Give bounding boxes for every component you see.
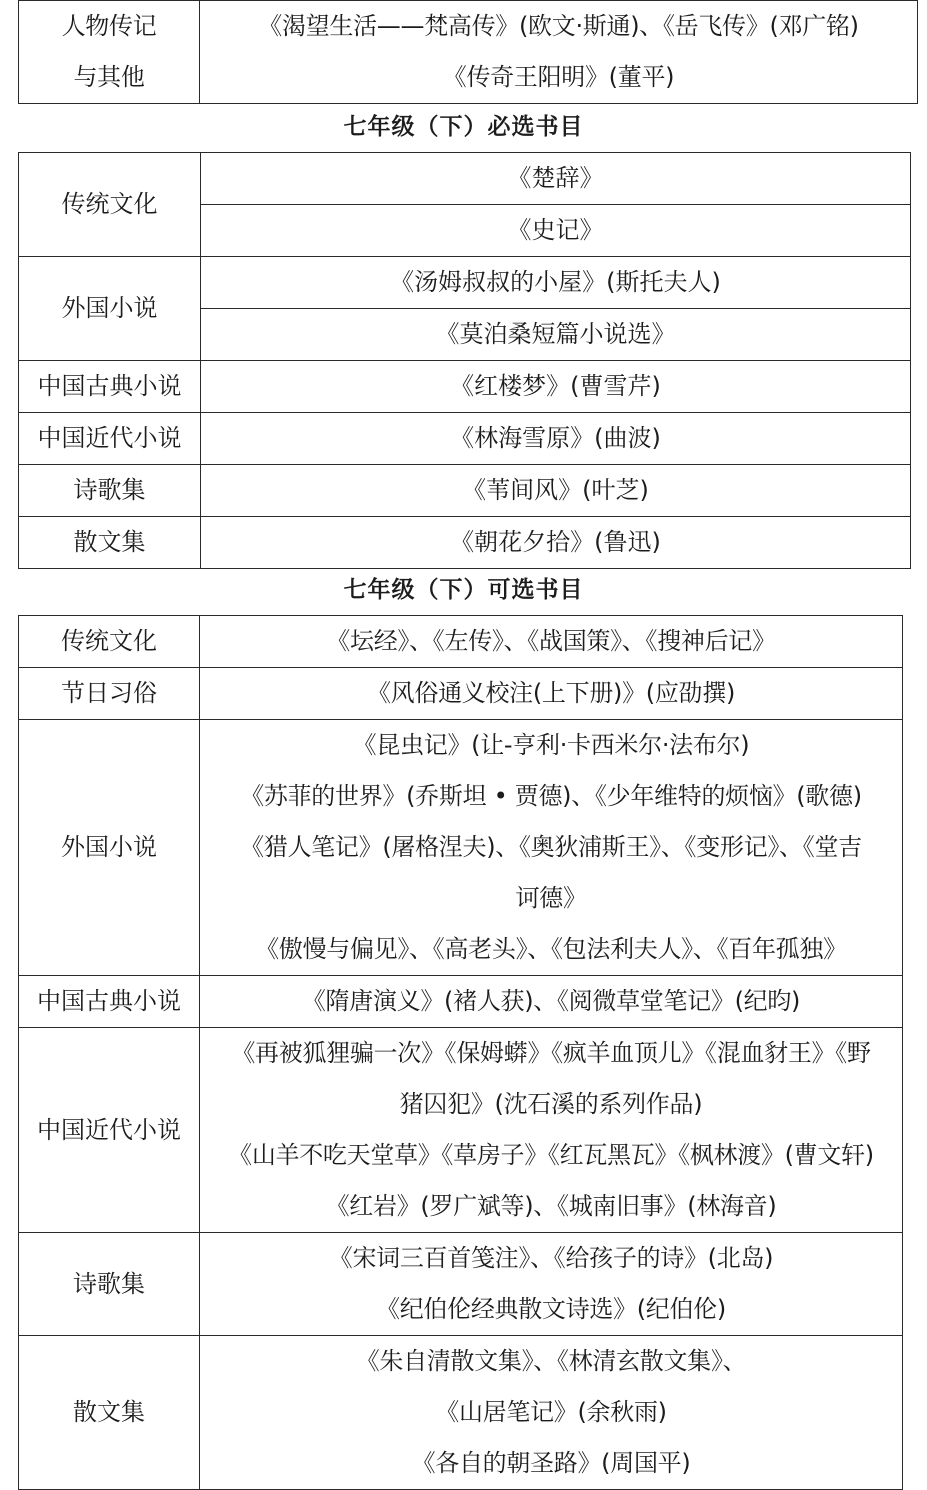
book-line: 《红岩》(罗广斌等)、《城南旧事》(林海音) [325,1192,777,1220]
book-line: 《再被狐狸骗一次》《保姆蟒》《疯羊血顶儿》《混血豺王》《野 [231,1039,871,1067]
book-line: 《纪伯伦经典散文诗选》(纪伯伦) [376,1295,726,1323]
category-cell: 传统文化 [19,153,201,257]
books-cell [200,616,903,668]
book-cell: 《汤姆叔叔的小屋》(斯托夫人) [201,257,911,309]
book-line: 《猎人笔记》(屠格涅夫)、《奥狄浦斯王》、《变形记》、《堂吉 [240,833,862,861]
table-row [19,1028,903,1233]
book-line: 《各自的朝圣路》(周国平) [411,1449,691,1477]
book-cell: 《红楼梦》(曹雪芹) [201,361,911,413]
book-line: 《渴望生活——梵高传》(欧文·斯通)、《岳飞传》(邓广铭) [258,12,859,40]
book-line: 《传奇王阳明》(董平) [442,63,675,91]
table-row [19,1,918,104]
book-cell: 《史记》 [201,205,911,257]
category-cell: 散文集 [19,517,201,569]
books-cell [200,976,903,1028]
book-line: 《山居笔记》(余秋雨) [435,1398,667,1426]
book-line: 《山羊不吃天堂草》《草房子》《红瓦黑瓦》《枫林渡》(曹文轩) [228,1141,874,1169]
table-row [19,720,903,976]
category-cell: 节日习俗 [19,668,200,720]
book-cell: 《楚辞》 [201,153,911,205]
category-cell: 外国小说 [19,257,201,361]
category-cell: 中国近代小说 [19,1028,200,1233]
category-cell [19,1,200,104]
table-biography [18,0,918,104]
book-line: 猪囚犯》(沈石溪的系列作品) [399,1090,703,1118]
books-cell [200,1028,903,1233]
category-cell: 散文集 [19,1336,200,1490]
category-cell: 传统文化 [19,616,200,668]
books-cell [200,1233,903,1336]
book-line: 《朱自清散文集》、《林清玄散文集》、 [355,1347,747,1375]
section-heading-optional: 七年级（下）可选书目 [343,577,584,603]
table-required-books [18,152,911,569]
category-line: 与其他 [73,63,145,91]
books-cell [200,1336,903,1490]
table-row [19,1336,903,1490]
book-cell: 《林海雪原》(曲波) [201,413,911,465]
books-cell [200,668,903,720]
table-row [19,1233,903,1336]
table-row [19,361,911,413]
table-row [19,257,911,309]
book-line: 《宋词三百首笺注》、《给孩子的诗》(北岛) [328,1244,774,1272]
table-row [19,616,903,668]
books-cell [200,1,918,104]
table-row [19,153,911,205]
section-heading-required: 七年级（下）必选书目 [343,114,584,140]
table-row [19,976,903,1028]
books-cell [200,720,903,976]
book-line: 《傲慢与偏见》、《高老头》、《包法利夫人》、《百年孤独》 [255,935,847,963]
category-cell: 中国古典小说 [19,976,200,1028]
book-line: 《苏菲的世界》(乔斯坦 • 贾德)、《少年维特的烦恼》(歌德) [240,782,862,810]
book-line: 《昆虫记》(让-亨利·卡西米尔·法布尔) [352,731,750,759]
category-cell: 中国近代小说 [19,413,201,465]
category-cell: 中国古典小说 [19,361,201,413]
book-cell: 《莫泊桑短篇小说选》 [201,309,911,361]
book-cell: 《苇间风》(叶芝) [201,465,911,517]
category-cell: 诗歌集 [19,1233,200,1336]
table-row [19,517,911,569]
category-line: 人物传记 [61,12,157,40]
book-line: 《隋唐演义》(褚人获)、《阅微草堂笔记》(纪昀) [301,987,801,1015]
book-line: 《坛经》、《左传》、《战国策》、《搜神后记》 [326,627,776,655]
table-row [19,668,903,720]
table-optional-books [18,615,903,1490]
category-cell: 外国小说 [19,720,200,976]
category-cell: 诗歌集 [19,465,201,517]
book-line: 《风俗通义校注(上下册)》(应劭撰) [366,679,736,707]
book-cell: 《朝花夕拾》(鲁迅) [201,517,911,569]
book-line: 诃德》 [515,884,587,912]
table-row [19,413,911,465]
table-row [19,465,911,517]
